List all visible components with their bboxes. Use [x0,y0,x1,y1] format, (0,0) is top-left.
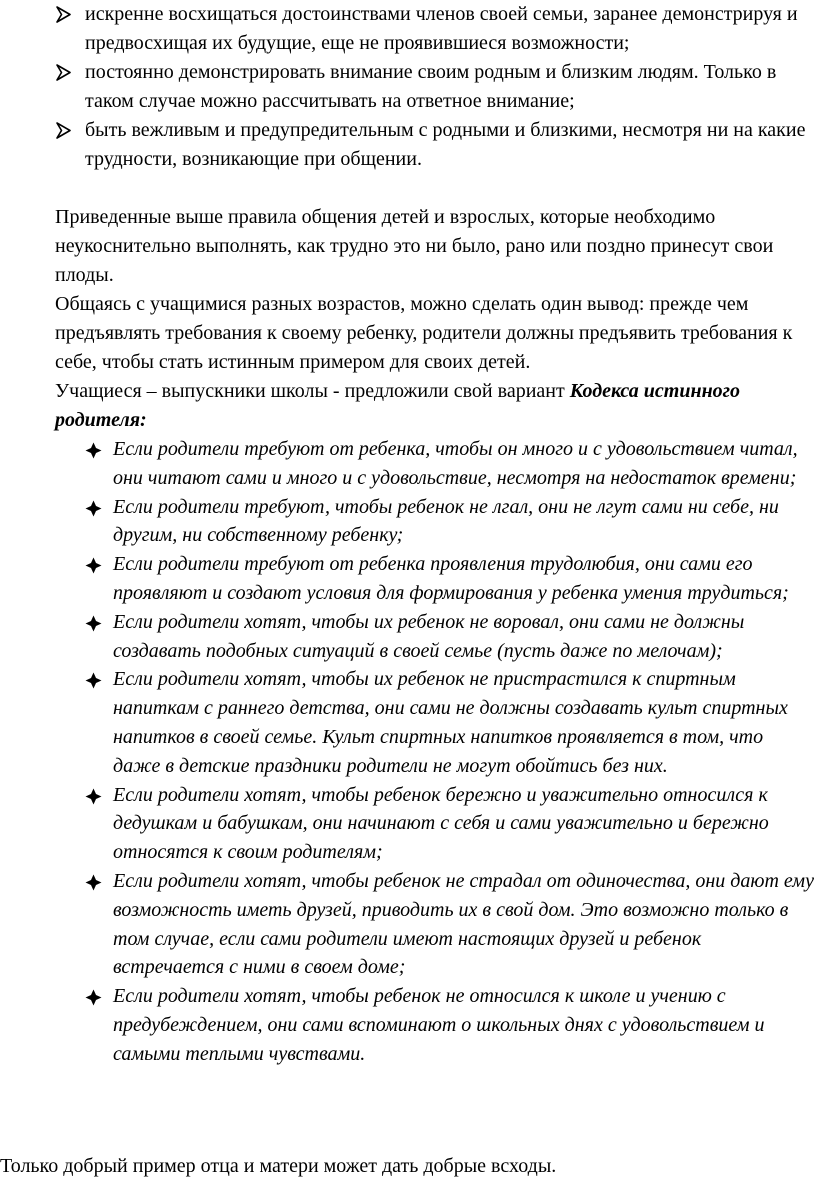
list-item [0,608,816,666]
list-item-text: Если родители хотят, чтобы ребенок не страдал от одиночества, они дают ему возможность иметь друзей, приводить их в свой дом. Это возможно только в том случае, если сами родители имеют настоящих друзей и ребенок встречается с ними в своем доме; [113,869,814,979]
diamond-bullet-icon [85,550,105,579]
list-item-text: Если родители хотят, чтобы их ребенок не пристрастился к спиртным напиткам с раннего детства, они сами не должны создавать культ спиртных напитков в своей семье. Культ спиртных напитков проявляется в том, что даже в детские праздники родители не могут обойтись без них. [113,668,788,777]
list-item [0,0,816,58]
list-item-text: искренне восхищаться достоинствами членов своей семьи, заранее демонстрируя и предвосхищая их будущие, еще не проявившиеся возможности; [85,3,798,54]
list-item-text: Если родители требуют, чтобы ребенок не лгал, они не лгут сами ни себе, ни другим, ни собственному ребенку; [113,495,779,547]
list-item-text: постоянно демонстрировать внимание своим родным и близким людям. Только в таком случае можно рассчитывать на ответное внимание; [85,61,777,112]
codex-intro-paragraph [55,377,816,435]
list-item-text: Если родители хотят, чтобы их ребенок не воровал, они сами не должны создавать подобных ситуаций в своей семье (пусть даже по мелочам); [113,610,745,662]
list-item [0,982,816,1068]
diamond-bullet-icon [85,665,105,694]
diamond-bullet-icon [85,435,105,464]
codex-intro-text: Учащиеся – выпускники школы - предложили свой вариант [55,380,570,402]
codex-title: Кодекса истинного родителя: [55,380,741,431]
list-item-text: Если родители требуют от ребенка, чтобы он много и с удовольствием читал, они читают сами и много и с удовольствие, несмотря на недостаток времени; [113,438,798,489]
arrow-bullet-icon [55,58,75,87]
list-item-text: Если родители хотят, чтобы ребенок не относился к школе и учению с предубеждением, они сами вспоминают о школьных днях с удовольствием и самыми теплыми чувствами. [113,985,765,1065]
diamond-bullet-icon [85,982,105,1011]
list-item-text: Если родители хотят, чтобы ребенок бережно и уважительно относился к дедушкам и бабушкам, они начинают с себя и сами уважительно и бережно относятся к своим родителям; [113,783,769,864]
diamond-bullet-icon [85,781,105,810]
parent-codex-list [0,435,816,1069]
communication-rules-list [0,0,816,174]
list-item [0,58,816,116]
diamond-bullet-icon [85,608,105,637]
list-item [0,550,816,608]
diamond-bullet-icon [85,867,105,896]
list-item [0,781,816,867]
list-item [0,116,816,174]
list-item [0,665,816,780]
diamond-bullet-icon [85,493,105,522]
list-item [0,435,816,493]
rules-summary-paragraph: Приведенные выше правила общения детей и взрослых, которые необходимо неукоснительно выполнять, как трудно это ни было, рано или поздно принесут свои плоды. [55,206,774,286]
arrow-bullet-icon [55,0,75,29]
closing-line: Только добрый пример отца и матери может дать добрые всходы. [0,1155,557,1177]
arrow-bullet-icon [55,116,75,145]
list-item [0,867,816,982]
conclusion-paragraph: Общаясь с учащимися разных возрастов, можно сделать один вывод: прежде чем предъявлять требования к своему ребенку, родители должны предъявить требования к себе, чтобы стать истинным примером для своих детей. [55,293,793,373]
list-item-text: быть вежливым и предупредительным с родными и близкими, несмотря ни на какие трудности, возникающие при общении. [85,119,806,170]
list-item [0,493,816,551]
list-item-text: Если родители требуют от ребенка проявления трудолюбия, они сами его проявляют и создают условия для формирования у ребенка умения трудиться; [113,553,789,604]
